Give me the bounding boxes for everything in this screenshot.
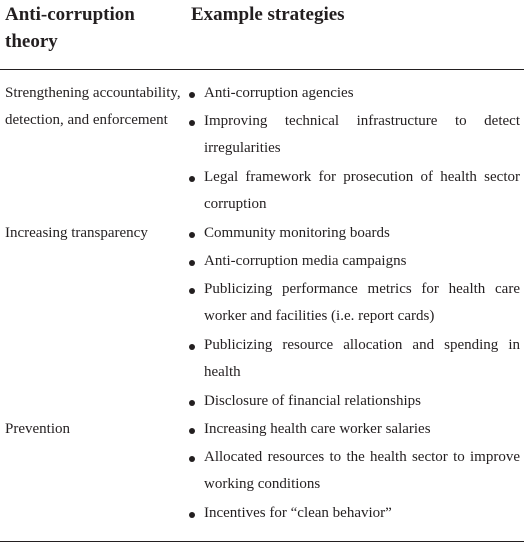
theory-cell-transparency: Increasing transparency — [5, 225, 148, 241]
bullet-icon — [189, 260, 195, 266]
strategy-item: Improving technical infrastructure to detect irregularities — [204, 113, 520, 156]
table-header — [0, 0, 524, 68]
bullet-icon — [189, 344, 195, 350]
theory-cell-accountability: Strengthening accountability, detection, and enforcement — [5, 85, 181, 128]
bullet-icon — [189, 288, 195, 294]
bullet-icon — [189, 428, 195, 434]
strategy-item: Allocated resources to the health sector to improve working conditions — [204, 449, 520, 492]
strategy-item: Incentives for “clean behavior” — [204, 505, 392, 521]
theory-cell-prevention: Prevention — [5, 421, 70, 437]
bottom-rule — [0, 541, 524, 542]
header-rule — [0, 69, 524, 70]
strategy-item: Community monitoring boards — [204, 225, 390, 241]
strategy-item: Disclosure of financial relationships — [204, 393, 422, 409]
strategy-item: Anti-corruption media campaigns — [204, 253, 407, 269]
bullet-icon — [189, 176, 195, 182]
strategy-item: Publicizing resource allocation and spending in health — [204, 337, 520, 380]
strategy-item: Legal framework for prosecution of health sector corruption — [204, 169, 520, 212]
strategy-item: Publicizing performance metrics for health care worker and facilities (i.e. report cards) — [204, 281, 520, 324]
bullet-icon — [189, 456, 195, 462]
header-strategies: Example strategies — [191, 4, 345, 25]
bullet-icon — [189, 92, 195, 98]
strategy-item: Increasing health care worker salaries — [204, 421, 431, 437]
header-theory: Anti-corruption theory — [5, 4, 135, 52]
bullet-icon — [189, 120, 195, 126]
bullet-icon — [189, 512, 195, 518]
bullet-icon — [189, 400, 195, 406]
strategy-item: Anti-corruption agencies — [204, 85, 354, 101]
bullet-icon — [189, 232, 195, 238]
